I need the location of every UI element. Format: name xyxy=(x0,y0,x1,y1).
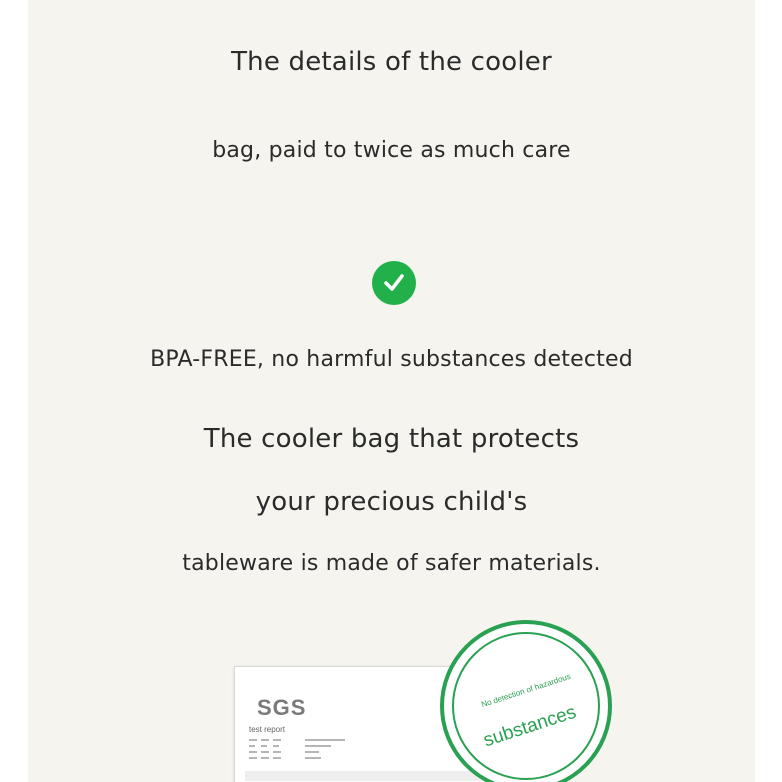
stamp-small-text: No detection of hazardous xyxy=(480,671,572,710)
headline-line-1: The details of the cooler xyxy=(231,47,552,77)
description-line-3: tableware is made of safer materials. xyxy=(182,551,601,576)
content-panel xyxy=(28,0,755,782)
certificate-text-lines xyxy=(249,739,409,767)
headline-line-2: bag, paid to twice as much care xyxy=(212,138,571,163)
certificate-footer-bar xyxy=(245,771,495,781)
certificate-title: test report xyxy=(249,725,286,734)
sgs-logo: SGS xyxy=(257,695,307,720)
description-line-2: your precious child's xyxy=(255,487,528,517)
description-line-1: The cooler bag that protects xyxy=(203,424,580,454)
feature-text: BPA-FREE, no harmful substances detected xyxy=(150,347,633,372)
stamp-big-text: substances xyxy=(480,701,579,752)
certification-stamp xyxy=(440,620,612,782)
check-circle-icon xyxy=(372,261,416,305)
